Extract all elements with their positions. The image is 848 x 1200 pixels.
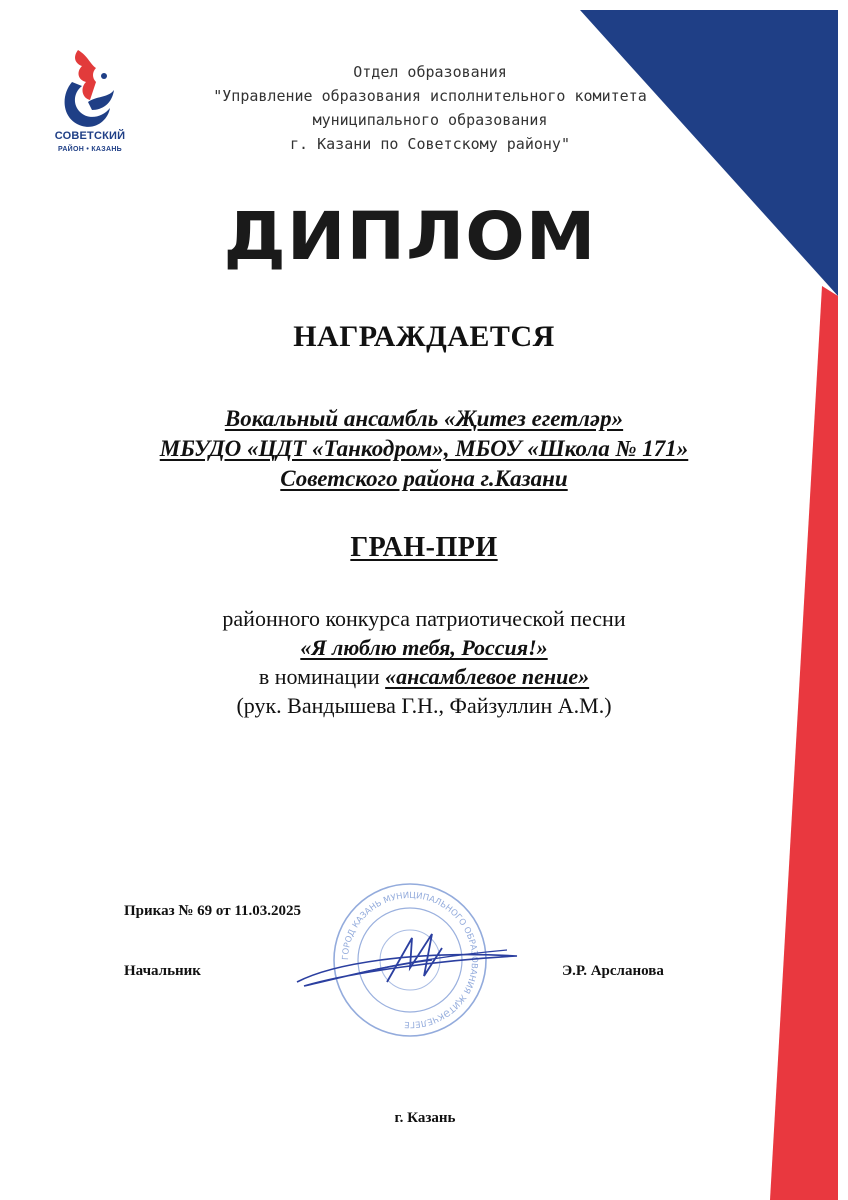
org-line: Отдел образования — [353, 63, 507, 81]
recipient-line: Советского района г.Казани — [280, 466, 568, 491]
nomination-name: «ансамблевое пение» — [385, 664, 590, 689]
org-line: г. Казани по Советскому району" — [290, 135, 570, 153]
leaders-line: (рук. Вандышева Г.Н., Файзуллин А.М.) — [236, 693, 612, 718]
position-label: Начальник — [124, 963, 201, 979]
recipient-line: Вокальный ансамбль «Җитез егетләр» — [224, 406, 624, 431]
contest-name: «Я люблю тебя, Россия!» — [300, 635, 548, 660]
org-line: "Управление образования исполнительного комитета — [213, 87, 647, 105]
award-text: ГРАН-ПРИ — [350, 532, 498, 563]
award-title — [270, 532, 578, 564]
city-label: г. Казань — [394, 1110, 456, 1126]
logo-text-line1: СОВЕТСКИЙ — [54, 130, 126, 142]
recipient-block — [60, 404, 788, 494]
signer-name: Э.Р. Арсланова — [562, 963, 664, 979]
recipient-line: МБУДО «ЦДТ «Танкодром», МБОУ «Школа № 171» — [159, 436, 689, 461]
awarded-heading: НАГРАЖДАЕТСЯ — [293, 320, 555, 353]
contest-line: районного конкурса патриотической песни — [222, 606, 626, 631]
organization-header — [170, 60, 690, 156]
nomination-prefix: в номинации — [258, 664, 380, 689]
org-line: муниципального образования — [312, 111, 548, 129]
district-logo-icon — [52, 42, 132, 160]
svg-text:ГОРОД КАЗАНЬ МУНИЦИПАЛЬНОГО ОБ: ГОРОД КАЗАНЬ МУНИЦИПАЛЬНОГО ОБРАЗОВАНИЯ ҖИТӘКЧЕЛЕГЕ — [340, 890, 480, 1030]
logo-text-line2: РАЙОН • КАЗАНЬ — [57, 146, 123, 153]
contest-block — [140, 604, 708, 720]
order-reference: Приказ № 69 от 11.03.2025 — [124, 903, 302, 919]
diploma-title: ДИПЛОМ — [223, 198, 597, 275]
handwritten-signature — [292, 920, 522, 1000]
